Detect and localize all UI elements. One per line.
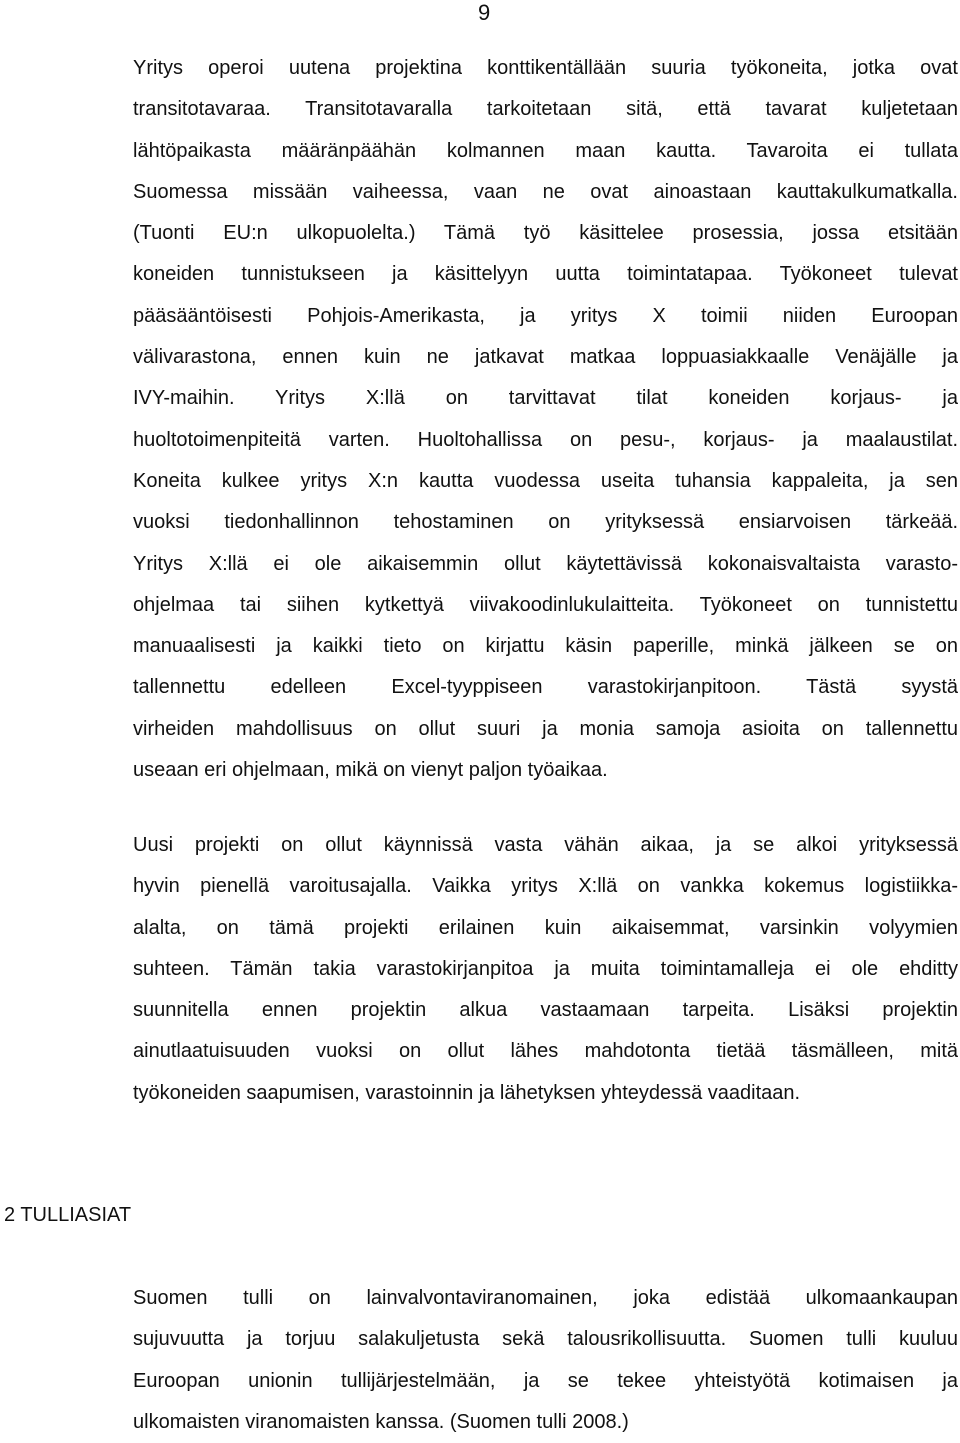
text-line: sujuvuutta ja torjuu salakuljetusta sekä talousrikollisuutta. Suomen tulli kuuluu [133, 1328, 958, 1351]
body-paragraph-1 [133, 48, 958, 791]
text-line: Euroopan unionin tullijärjestelmään, ja se tekee yhteistyötä kotimaisen ja [133, 1369, 958, 1392]
text-line: transitotavaraa. Transitotavaralla tarkoitetaan sitä, että tavarat kuljetetaan [133, 98, 958, 121]
text-line: suunnitella ennen projektin alkua vastaamaan tarpeita. Lisäksi projektin [133, 999, 958, 1022]
text-line: työkoneiden saapumisen, varastoinnin ja lähetyksen yhteydessä vaaditaan. [133, 1081, 801, 1104]
text-line: Uusi projekti on ollut käynnissä vasta vähän aikaa, ja se alkoi yrityksessä [133, 834, 958, 856]
text-line: huoltotoimenpiteitä varten. Huoltohallissa on pesu-, korjaus- ja maalaustilat. [133, 428, 958, 451]
text-line: välivarastona, ennen kuin ne jatkavat matkaa loppuasiakkaalle Venäjälle ja [133, 346, 958, 369]
text-line: alalta, on tämä projekti erilainen kuin aikaisemmat, varsinkin volyymien [133, 916, 958, 939]
text-line: IVY-maihin. Yritys X:llä on tarvittavat tilat koneiden korjaus- ja [133, 387, 958, 410]
page-number: 9 [478, 0, 491, 25]
text-line: ohjelmaa tai siihen kytkettyä viivakoodinlukulaitteita. Työkoneet on tunnistettu [133, 593, 958, 616]
text-line: ulkomaisten viranomaisten kanssa. (Suomen tulli 2008.) [133, 1410, 629, 1433]
text-line: manuaalisesti ja kaikki tieto on kirjattu käsin paperille, minkä jälkeen se on [133, 635, 958, 658]
text-line: vuoksi tiedonhallinnon tehostaminen on yrityksessä ensiarvoisen tärkeää. [133, 511, 958, 534]
text-line: pääsääntöisesti Pohjois-Amerikasta, ja yritys X toimii niiden Euroopan [133, 304, 958, 327]
text-line: hyvin pienellä varoitusajalla. Vaikka yritys X:llä on vankka kokemus logistiikka- [133, 875, 958, 898]
text-line: Koneita kulkee yritys X:n kautta vuodessa useita tuhansia kappaleita, ja sen [133, 469, 958, 492]
text-line: tallennettu edelleen Excel-tyyppiseen varastokirjanpitoon. Tästä syystä [133, 676, 958, 699]
text-line: Yritys operoi uutena projektina konttikentällään suuria työkoneita, jotka ovat [133, 57, 958, 79]
text-line: virheiden mahdollisuus on ollut suuri ja monia samoja asioita on tallennettu [133, 717, 958, 740]
body-paragraph-2 [133, 825, 958, 1114]
text-line: (Tuonti EU:n ulkopuolelta.) Tämä työ käsittelee prosessia, jossa etsitään [133, 222, 958, 245]
text-line: useaan eri ohjelmaan, mikä on vienyt paljon työaikaa. [133, 759, 608, 782]
text-line: ainutlaatuisuuden vuoksi on ollut lähes mahdotonta tietää täsmälleen, mitä [133, 1040, 958, 1063]
text-line: lähtöpaikasta määränpäähän kolmannen maan kautta. Tavaroita ei tullata [133, 139, 958, 162]
text-line: Yritys X:llä ei ole aikaisemmin ollut käytettävissä kokonaisvaltaista varasto- [133, 552, 958, 575]
section-heading: 2 TULLIASIAT [4, 1204, 132, 1226]
text-line: suhteen. Tämän takia varastokirjanpitoa ja muita toimintamalleja ei ole ehditty [133, 957, 958, 980]
text-line: koneiden tunnistukseen ja käsittelyyn uutta toimintatapaa. Työkoneet tulevat [133, 263, 958, 286]
text-line: Suomen tulli on lainvalvontaviranomainen, joka edistää ulkomaankaupan [133, 1287, 958, 1309]
text-line: Suomessa missään vaiheessa, vaan ne ovat ainoastaan kauttakulkumatkalla. [133, 180, 958, 203]
section-paragraph [133, 1278, 958, 1443]
